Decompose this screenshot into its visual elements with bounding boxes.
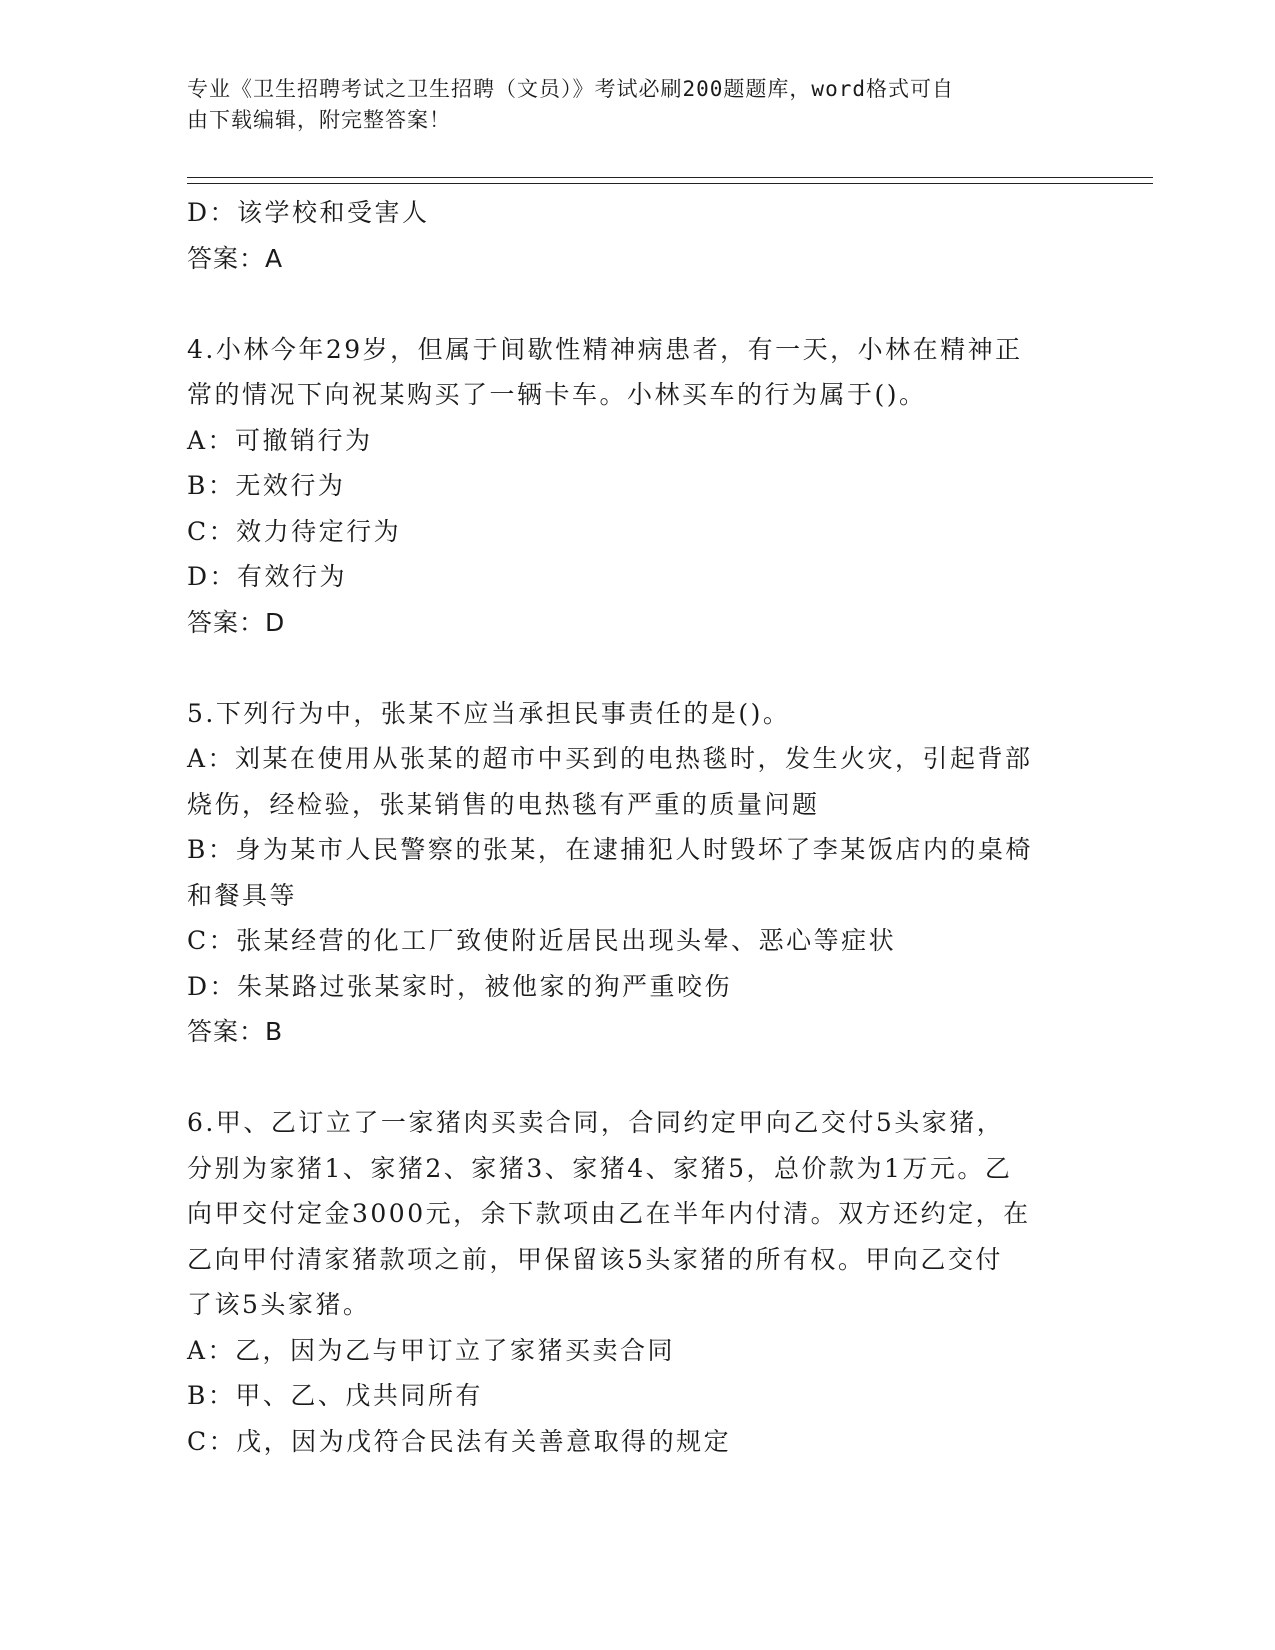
paragraph-gap: [187, 1055, 1087, 1101]
text-line: 5.下列行为中，张某不应当承担民事责任的是()。: [187, 698, 791, 728]
text-line: B：无效行为: [187, 471, 346, 500]
text-line: C：戊，因为戊符合民法有关善意取得的规定: [187, 1426, 732, 1456]
document-header: [187, 74, 1067, 136]
header-divider: [187, 177, 1153, 178]
text-line: 常的情况下向祝某购买了一辆卡车。小林买车的行为属于()。: [187, 380, 927, 409]
text-line: 6.甲、乙订立了一家猪肉买卖合同，合同约定甲向乙交付5头家猪，: [187, 1108, 1005, 1137]
question-content: [187, 190, 1087, 1464]
answer-line: 答案：D: [187, 607, 286, 637]
header-line: 专业《卫生招聘考试之卫生招聘（文员）》考试必刷200题题库，word格式可自: [187, 77, 954, 101]
text-line: 分别为家猪1、家猪2、家猪3、家猪4、家猪5，总价款为1万元。乙: [187, 1153, 1013, 1183]
text-line: A：可撤销行为: [187, 425, 373, 455]
text-line: 乙向甲付清家猪款项之前，甲保留该5头家猪的所有权。甲向乙交付: [187, 1244, 1003, 1274]
text-line: 和餐具等: [187, 880, 298, 910]
text-line: A：刘某在使用从张某的超市中买到的电热毯时，发生火灾，引起背部: [187, 744, 1033, 773]
text-line: C：张某经营的化工厂致使附近居民出现头晕、恶心等症状: [187, 926, 897, 955]
text-line: 4.小林今年29岁，但属于间歇性精神病患者，有一天，小林在精神正: [187, 334, 1023, 364]
paragraph-gap: [187, 281, 1087, 327]
text-line: 烧伤，经检验，张某销售的电热毯有严重的质量问题: [187, 789, 820, 819]
text-line: C：效力待定行为: [187, 516, 402, 546]
text-line: B：身为某市人民警察的张某，在逮捕犯人时毁坏了李某饭店内的桌椅: [187, 835, 1033, 864]
paragraph-gap: [187, 645, 1087, 691]
text-line: B：甲、乙、戊共同所有: [187, 1381, 483, 1410]
text-line: A：乙，因为乙与甲订立了家猪买卖合同: [187, 1335, 676, 1365]
text-line: D：该学校和受害人: [187, 198, 430, 227]
header-line: 由下载编辑，附完整答案！: [187, 108, 451, 132]
header-divider: [187, 183, 1153, 184]
text-line: D：朱某路过张某家时，被他家的狗严重咬伤: [187, 971, 733, 1001]
answer-line: 答案：A: [187, 243, 284, 273]
text-line: 向甲交付定金3000元，余下款项由乙在半年内付清。双方还约定，在: [187, 1199, 1031, 1228]
answer-line: 答案：B: [187, 1017, 284, 1046]
text-line: D：有效行为: [187, 562, 348, 591]
text-line: 了该5头家猪。: [187, 1290, 371, 1319]
